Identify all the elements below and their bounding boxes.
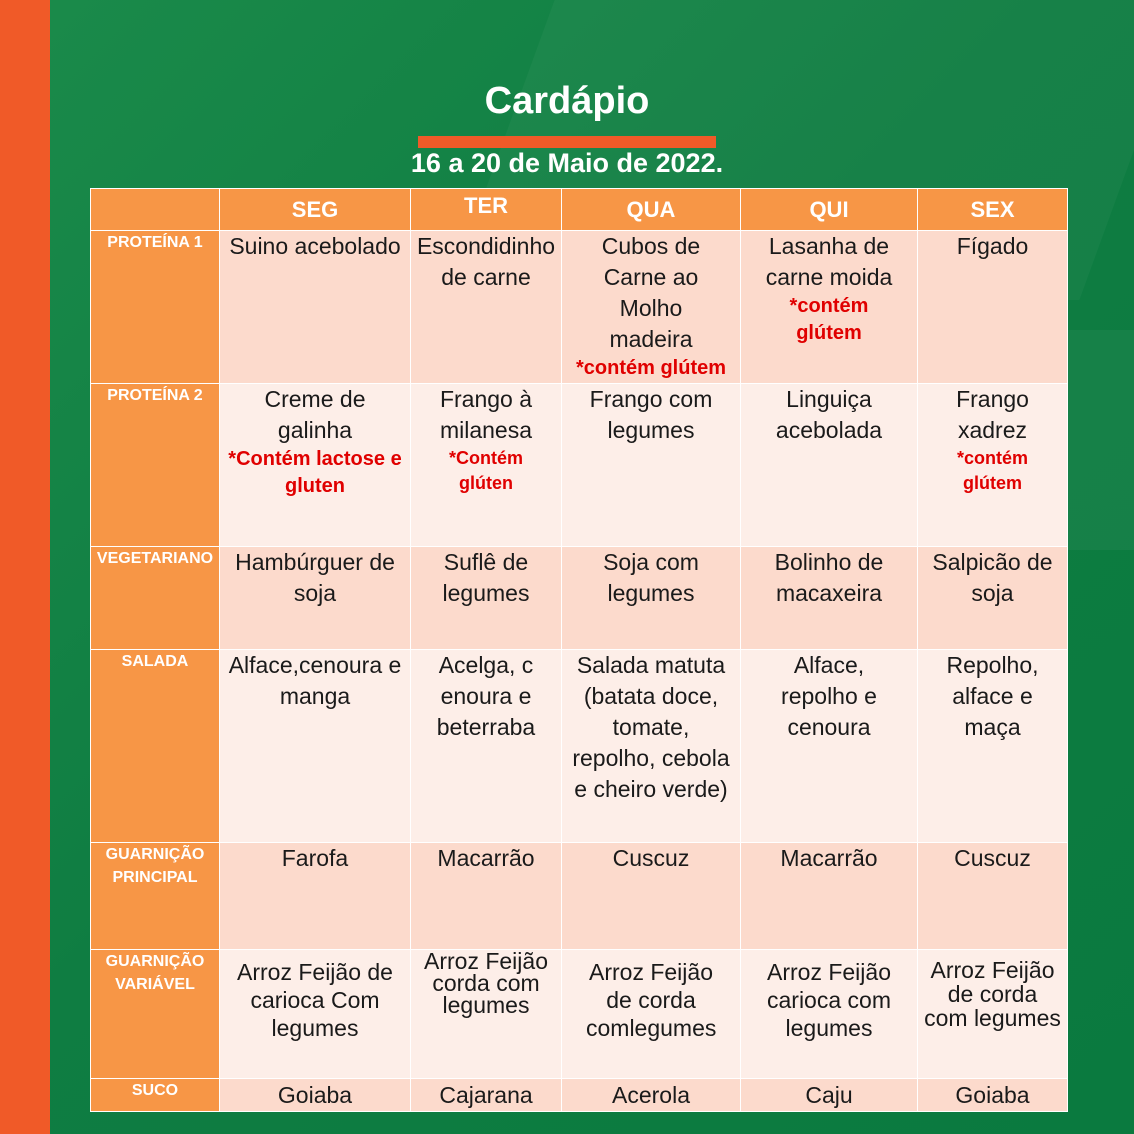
dish-text: Farofa [281, 845, 349, 871]
menu-cell [562, 384, 741, 547]
menu-cell [220, 231, 411, 384]
allergen-note: *contém glútem [575, 357, 727, 379]
dish-text: Escondidinho de carne [416, 233, 556, 290]
dish-text: Alface,cenoura e manga [228, 652, 402, 709]
table-row [91, 231, 1068, 384]
day-header-qui: QUI [741, 189, 918, 231]
dish-text: Frango com legumes [589, 386, 713, 443]
dish-text: Suflê de legumes [442, 549, 530, 606]
row-label: GUARNIÇÃO VARIÁVEL [91, 950, 220, 1079]
menu-cell [741, 843, 918, 950]
dish-text: Goiaba [277, 1082, 353, 1108]
dish-text: Bolinho de macaxeira [774, 549, 884, 606]
menu-cell [411, 231, 562, 384]
dish-text: Macarrão [780, 845, 878, 871]
menu-cell [220, 1079, 411, 1112]
dish-text: Goiaba [955, 1082, 1030, 1108]
dish-text: Cuscuz [954, 845, 1031, 871]
dish-text: Soja com legumes [603, 549, 699, 606]
table-row [91, 843, 1068, 950]
menu-cell [411, 384, 562, 547]
dish-text: Arroz Feijão corda com legumes [424, 948, 548, 1018]
menu-table [90, 188, 1068, 1112]
menu-cell [918, 384, 1068, 547]
table-row [91, 1079, 1068, 1112]
dish-text: Cuscuz [612, 845, 690, 871]
dish-text: Frango à milanesa [439, 386, 533, 443]
dish-text: Cubos de Carne ao Molho madeira [601, 233, 701, 352]
allergen-note: *Contém lactose e gluten [228, 448, 402, 497]
left-accent-bar [0, 0, 50, 1134]
dish-text: Creme de galinha [264, 386, 366, 443]
dish-text: Macarrão [437, 845, 535, 871]
dish-text: Acelga, cenoura e beterraba [436, 652, 536, 740]
menu-cell [411, 843, 562, 950]
menu-cell [741, 384, 918, 547]
menu-cell [411, 1079, 562, 1112]
day-header-sex: SEX [918, 189, 1068, 231]
dish-text: Acerola [612, 1082, 690, 1108]
dish-text: Caju [805, 1082, 853, 1108]
corner-cell [91, 189, 220, 231]
dish-text: Salpicão de soja [932, 549, 1053, 606]
menu-cell [411, 547, 562, 650]
dish-text: Suino acebolado [229, 233, 401, 259]
date-range-subtitle: 16 a 20 de Maio de 2022. [410, 148, 724, 178]
dish-text: Frango xadrez [956, 386, 1029, 443]
menu-cell [411, 950, 562, 1079]
menu-cell [562, 547, 741, 650]
dish-text: Fígado [956, 233, 1029, 259]
menu-cell [220, 384, 411, 547]
menu-cell [741, 950, 918, 1079]
menu-cell [741, 1079, 918, 1112]
table-row [91, 547, 1068, 650]
allergen-note: *contém glútem [956, 448, 1028, 493]
dish-text: Arroz Feijão de carioca Com legumes [237, 959, 393, 1041]
header-row [91, 189, 1068, 231]
menu-cell [562, 950, 741, 1079]
day-header-seg: SEG [220, 189, 411, 231]
menu-cell [918, 231, 1068, 384]
table-row [91, 950, 1068, 1079]
dish-text: Arroz Feijão carioca com legumes [767, 959, 891, 1041]
dish-text: Repolho, alface e maça [946, 652, 1039, 740]
menu-cell [562, 843, 741, 950]
dish-text: Cajarana [439, 1082, 533, 1108]
table-row [91, 650, 1068, 843]
allergen-note: *contém glútem [789, 295, 869, 344]
menu-cell [411, 650, 562, 843]
day-header-ter: TER [411, 189, 562, 231]
menu-cell [220, 650, 411, 843]
row-label: PROTEÍNA 1 [91, 231, 220, 384]
row-label: GUARNIÇÃO PRINCIPAL [91, 843, 220, 950]
row-label: SALADA [91, 650, 220, 843]
menu-cell [918, 1079, 1068, 1112]
row-label: VEGETARIANO [91, 547, 220, 650]
dish-text: Hambúrguer de soja [235, 549, 395, 606]
dish-text: Salada matuta (batata doce, tomate, repolho, cebola e cheiro verde) [572, 652, 730, 802]
menu-cell [741, 650, 918, 843]
row-label: PROTEÍNA 2 [91, 384, 220, 547]
title-underline [418, 136, 716, 148]
menu-cell [918, 950, 1068, 1079]
dish-text: Arroz Feijão de corda com legumes [924, 957, 1061, 1031]
allergen-note: *Contém glúten [448, 448, 523, 493]
dish-text: Alface, repolho e cenoura [781, 652, 877, 740]
menu-cell [741, 231, 918, 384]
row-label: SUCO [91, 1079, 220, 1112]
menu-cell [220, 547, 411, 650]
dish-text: Arroz Feijão de corda comlegumes [586, 959, 717, 1041]
menu-cell [220, 950, 411, 1079]
table-row [91, 384, 1068, 547]
menu-cell [220, 843, 411, 950]
page-title: Cardápio [484, 80, 650, 122]
menu-cell [918, 650, 1068, 843]
menu-cell [562, 1079, 741, 1112]
dish-text: Lasanha de carne moida [765, 233, 893, 290]
menu-cell [918, 843, 1068, 950]
menu-cell [741, 547, 918, 650]
dish-text: Linguiça acebolada [775, 386, 883, 443]
menu-cell [562, 650, 741, 843]
day-header-qua: QUA [562, 189, 741, 231]
menu-cell [918, 547, 1068, 650]
menu-cell [562, 231, 741, 384]
